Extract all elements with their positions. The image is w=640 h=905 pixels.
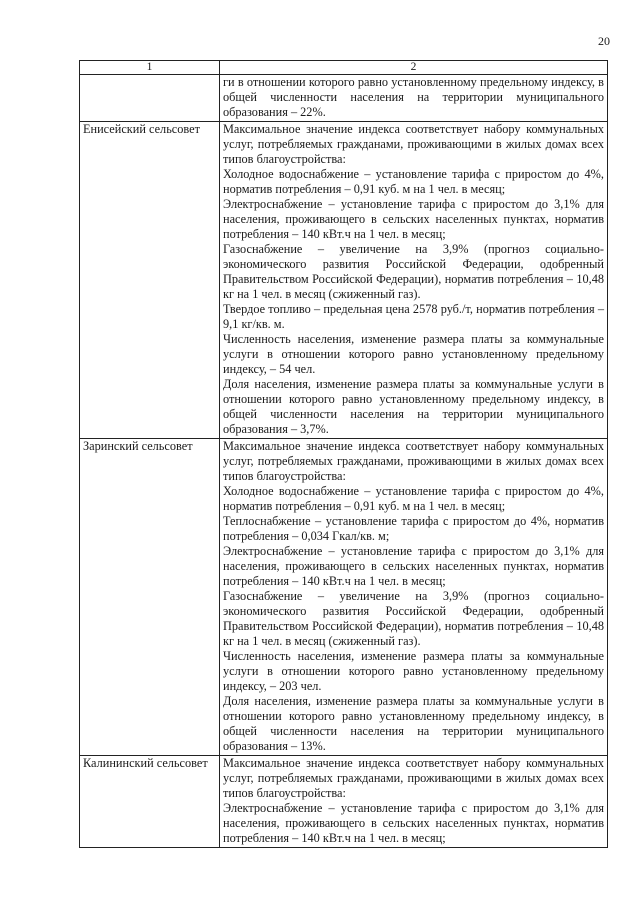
paragraph: Численность населения, изменение размера платы за коммунальные услуги в отношении которого равно установленному предельному индексу, – 203 чел. bbox=[223, 649, 604, 693]
paragraph: Электроснабжение – установление тарифа с приростом до 3,1% для населения, проживающего в сельских населенных пунктах, норматив потребления – 140 кВт.ч на 1 чел. в месяц; bbox=[223, 801, 604, 845]
table-row bbox=[80, 439, 608, 756]
description-cell bbox=[220, 75, 608, 122]
municipality-name-cell: Заринский сельсовет bbox=[80, 439, 220, 756]
description-cell bbox=[220, 122, 608, 439]
paragraph: Доля населения, изменение размера платы за коммунальные услуги в отношении которого равно установленному предельному индексу, в общей численности населения на территории муниципального образования – 13%. bbox=[223, 694, 604, 753]
column-header-2: 2 bbox=[220, 61, 608, 75]
table-row bbox=[80, 75, 608, 122]
paragraph: Электроснабжение – установление тарифа с приростом до 3,1% для населения, проживающего в сельских населенных пунктах, норматив потребления – 140 кВт.ч на 1 чел. в месяц; bbox=[223, 197, 604, 241]
paragraph: ги в отношении которого равно установленному предельному индексу, в общей численности населения на территории муниципального образования – 22%. bbox=[223, 75, 604, 119]
page-number: 20 bbox=[598, 34, 610, 48]
paragraph: Доля населения, изменение размера платы за коммунальные услуги в отношении которого равно установленному предельному индексу, в общей численности населения на территории муниципального образования – 3,7%. bbox=[223, 377, 604, 436]
municipality-name-cell bbox=[80, 75, 220, 122]
paragraph: Твердое топливо – предельная цена 2578 руб./т, норматив потребления – 9,1 кг/кв. м. bbox=[223, 302, 604, 331]
municipal-index-table bbox=[79, 60, 608, 848]
paragraph: Численность населения, изменение размера платы за коммунальные услуги в отношении которого равно установленному предельному индексу, – 54 чел. bbox=[223, 332, 604, 376]
description-cell bbox=[220, 439, 608, 756]
paragraph: Максимальное значение индекса соответствует набору коммунальных услуг, потребляемых гражданами, проживающими в жилых домах всех типов благоустройства: bbox=[223, 756, 604, 800]
paragraph: Холодное водоснабжение – установление тарифа с приростом до 4%, норматив потребления – 0,91 куб. м на 1 чел. в месяц; bbox=[223, 167, 604, 196]
paragraph: Максимальное значение индекса соответствует набору коммунальных услуг, потребляемых гражданами, проживающими в жилых домах всех типов благоустройства: bbox=[223, 439, 604, 483]
table-header-row bbox=[80, 61, 608, 75]
paragraph: Электроснабжение – установление тарифа с приростом до 3,1% для населения, проживающего в сельских населенных пунктах, норматив потребления – 140 кВт.ч на 1 чел. в месяц; bbox=[223, 544, 604, 588]
table-row bbox=[80, 122, 608, 439]
municipality-name-cell: Калининский сельсовет bbox=[80, 756, 220, 848]
municipality-name-cell: Енисейский сельсовет bbox=[80, 122, 220, 439]
paragraph: Максимальное значение индекса соответствует набору коммунальных услуг, потребляемых гражданами, проживающими в жилых домах всех типов благоустройства: bbox=[223, 122, 604, 166]
description-cell bbox=[220, 756, 608, 848]
paragraph: Теплоснабжение – установление тарифа с приростом до 4%, норматив потребления – 0,034 Гкал/кв. м; bbox=[223, 514, 604, 543]
paragraph: Газоснабжение – увеличение на 3,9% (прогноз социально-экономического развития Российской Федерации, одобренный Правительством Российской Федерации), норматив потребления – 10,48 кг на 1 чел. в месяц (сжиженный газ). bbox=[223, 589, 604, 648]
paragraph: Холодное водоснабжение – установление тарифа с приростом до 4%, норматив потребления – 0,91 куб. м на 1 чел. в месяц; bbox=[223, 484, 604, 513]
table-row bbox=[80, 756, 608, 848]
paragraph: Газоснабжение – увеличение на 3,9% (прогноз социально-экономического развития Российской Федерации, одобренный Правительством Российской Федерации), норматив потребления – 10,48 кг на 1 чел. в месяц (сжиженный газ). bbox=[223, 242, 604, 301]
column-header-1: 1 bbox=[80, 61, 220, 75]
